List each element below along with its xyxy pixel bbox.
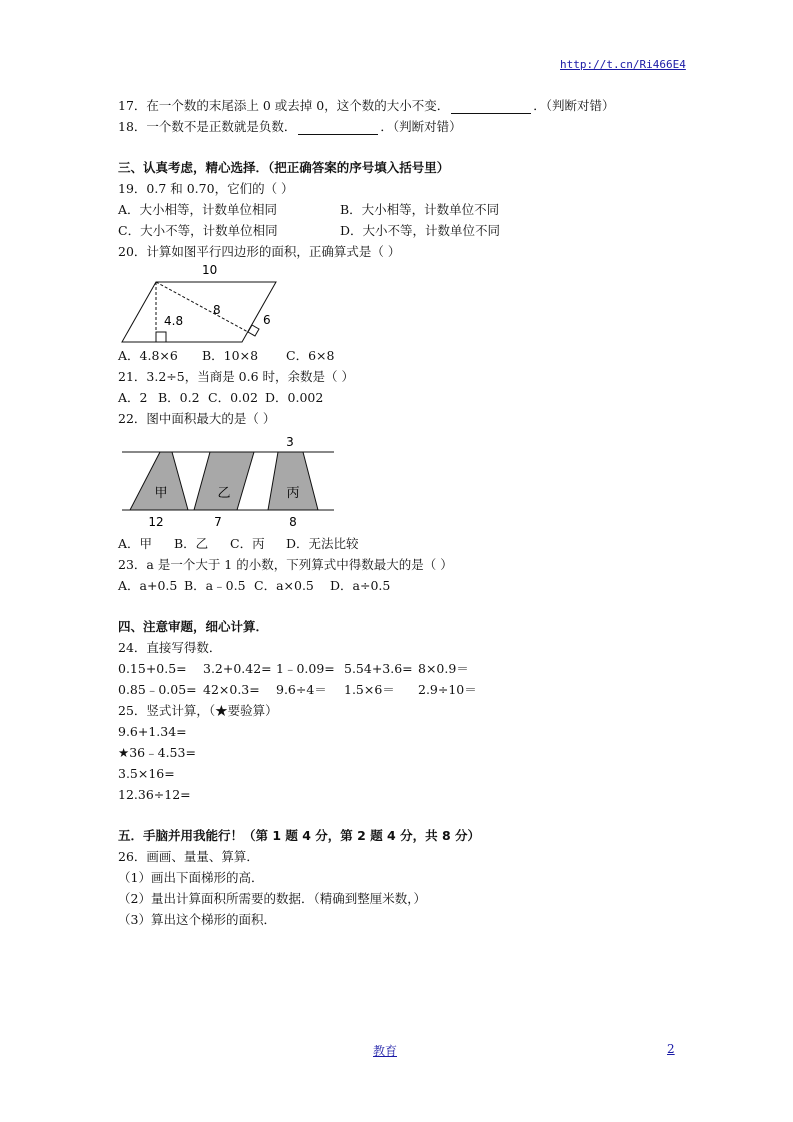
option-23-d[interactable]: D．a÷0.5 [330, 578, 391, 593]
label-yi: 乙 [217, 486, 231, 501]
label-bing: 丙 [286, 486, 300, 501]
question-26-text: 26．画画、量量、算算． [118, 849, 259, 864]
right-angle-mark-bottom [156, 332, 166, 342]
option-22-d[interactable]: D．无法比较 [286, 536, 359, 551]
question-26-part-2: （2）量出计算面积所需要的数据．（精确到整厘米数，） [118, 891, 426, 906]
question-26-part-1: （1）画出下面梯形的高． [118, 870, 264, 885]
label-side: 6 [263, 313, 271, 327]
question-17 [118, 98, 615, 114]
option-19-c[interactable]: C．大小不等，计数单位相同 [118, 223, 278, 238]
vertical-calc-item: 9.6+1.34= [118, 724, 187, 739]
label-height: 4.8 [164, 314, 184, 328]
calc-item: 3.2+0.42= [203, 661, 272, 676]
option-22-b[interactable]: B．乙 [174, 536, 209, 551]
parallelogram-shape [122, 282, 276, 342]
label-top-3: 3 [286, 435, 294, 449]
question-20-options [118, 348, 334, 364]
option-19-d[interactable]: D．大小不等，计数单位不同 [340, 223, 501, 238]
question-20-text: 20．计算如图平行四边形的面积，正确算式是（ ） [118, 244, 401, 259]
option-22-a[interactable]: A．甲 [118, 536, 153, 551]
vertical-calc-item: 3.5×16= [118, 766, 175, 781]
calc-item: 5.54+3.6= [344, 661, 413, 676]
section-5-title: 五．手脑并用我能行！（第 1 题 4 分，第 2 题 4 分，共 8 分） [118, 828, 481, 843]
vertical-calc-item: ★36﹣4.53= [118, 745, 196, 760]
right-angle-mark-side [248, 325, 259, 336]
question-21-text: 21．3.2÷5，当商是 0.6 时，余数是（ ） [118, 369, 355, 384]
calc-item: 8×0.9＝ [418, 661, 469, 676]
shape-bing [268, 452, 318, 510]
trapezoids-figure [118, 433, 338, 531]
calc-item: 1.5×6＝ [344, 682, 395, 697]
calc-row-2 [118, 682, 477, 698]
label-base-7: 7 [214, 515, 222, 529]
shape-jia [130, 452, 188, 510]
section-4-title: 四、注意审题，细心计算． [118, 619, 269, 634]
question-19-text: 19．0.7 和 0.70，它们的（ ） [118, 181, 294, 196]
header-url-link[interactable]: http://t.cn/Ri466E4 [560, 58, 686, 71]
question-22-options [118, 536, 359, 552]
question-19-options-row1 [118, 202, 499, 218]
label-base-8: 8 [289, 515, 297, 529]
question-17-suffix: ．（判断对错） [533, 98, 615, 113]
option-21-c[interactable]: C．0.02 [208, 390, 258, 405]
question-18 [118, 119, 462, 135]
calc-item: 1﹣0.09= [276, 661, 335, 676]
option-19-b[interactable]: B．大小相等，计数单位不同 [340, 202, 500, 217]
option-21-b[interactable]: B．0.2 [158, 390, 200, 405]
calc-row-1 [118, 661, 469, 677]
option-22-c[interactable]: C．丙 [230, 536, 265, 551]
calc-item: 0.15+0.5= [118, 661, 187, 676]
option-20-c[interactable]: C．6×8 [286, 348, 335, 363]
answer-blank-18[interactable] [298, 122, 378, 135]
option-23-b[interactable]: B．a﹣0.5 [184, 578, 246, 593]
question-23-options [118, 578, 390, 594]
question-22-text: 22．图中面积最大的是（ ） [118, 411, 276, 426]
vertical-calc-item: 12.36÷12= [118, 787, 191, 802]
option-20-a[interactable]: A．4.8×6 [118, 348, 178, 363]
shape-yi [194, 452, 254, 510]
question-25-text: 25．竖式计算，（★要验算） [118, 703, 278, 718]
option-19-a[interactable]: A．大小相等，计数单位相同 [118, 202, 278, 217]
label-jia: 甲 [154, 486, 168, 501]
answer-blank-17[interactable] [451, 101, 531, 114]
footer-center-link[interactable]: 教育 [373, 1044, 398, 1058]
question-26-part-3: （3）算出这个梯形的面积． [118, 912, 276, 927]
label-diagonal: 8 [213, 303, 221, 317]
section-3-title: 三、认真考虑，精心选择．（把正确答案的序号填入括号里） [118, 160, 450, 175]
option-21-d[interactable]: D．0.002 [265, 390, 324, 405]
option-21-a[interactable]: A．2 [118, 390, 148, 405]
question-23-text: 23．a 是一个大于 1 的小数，下列算式中得数最大的是（ ） [118, 557, 453, 572]
calc-item: 9.6÷4＝ [276, 682, 327, 697]
question-19-options-row2 [118, 223, 500, 239]
calc-item: 42×0.3= [203, 682, 260, 697]
calc-item: 2.9÷10＝ [418, 682, 477, 697]
option-23-c[interactable]: C．a×0.5 [254, 578, 314, 593]
option-20-b[interactable]: B．10×8 [202, 348, 259, 363]
calc-item: 0.85﹣0.05= [118, 682, 197, 697]
option-23-a[interactable]: A．a+0.5 [118, 578, 178, 593]
question-24-text: 24．直接写得数． [118, 640, 222, 655]
label-base-12: 12 [148, 515, 164, 529]
question-21-options [118, 390, 323, 406]
page-number: 2 [667, 1042, 675, 1056]
question-18-text: 18．一个数不是正数就是负数． [118, 119, 297, 134]
question-18-suffix: ．（判断对错） [380, 119, 462, 134]
question-17-text: 17．在一个数的末尾添上 0 或去掉 0，这个数的大小不变． [118, 98, 450, 113]
parallelogram-figure [118, 262, 288, 346]
label-top: 10 [202, 263, 218, 277]
